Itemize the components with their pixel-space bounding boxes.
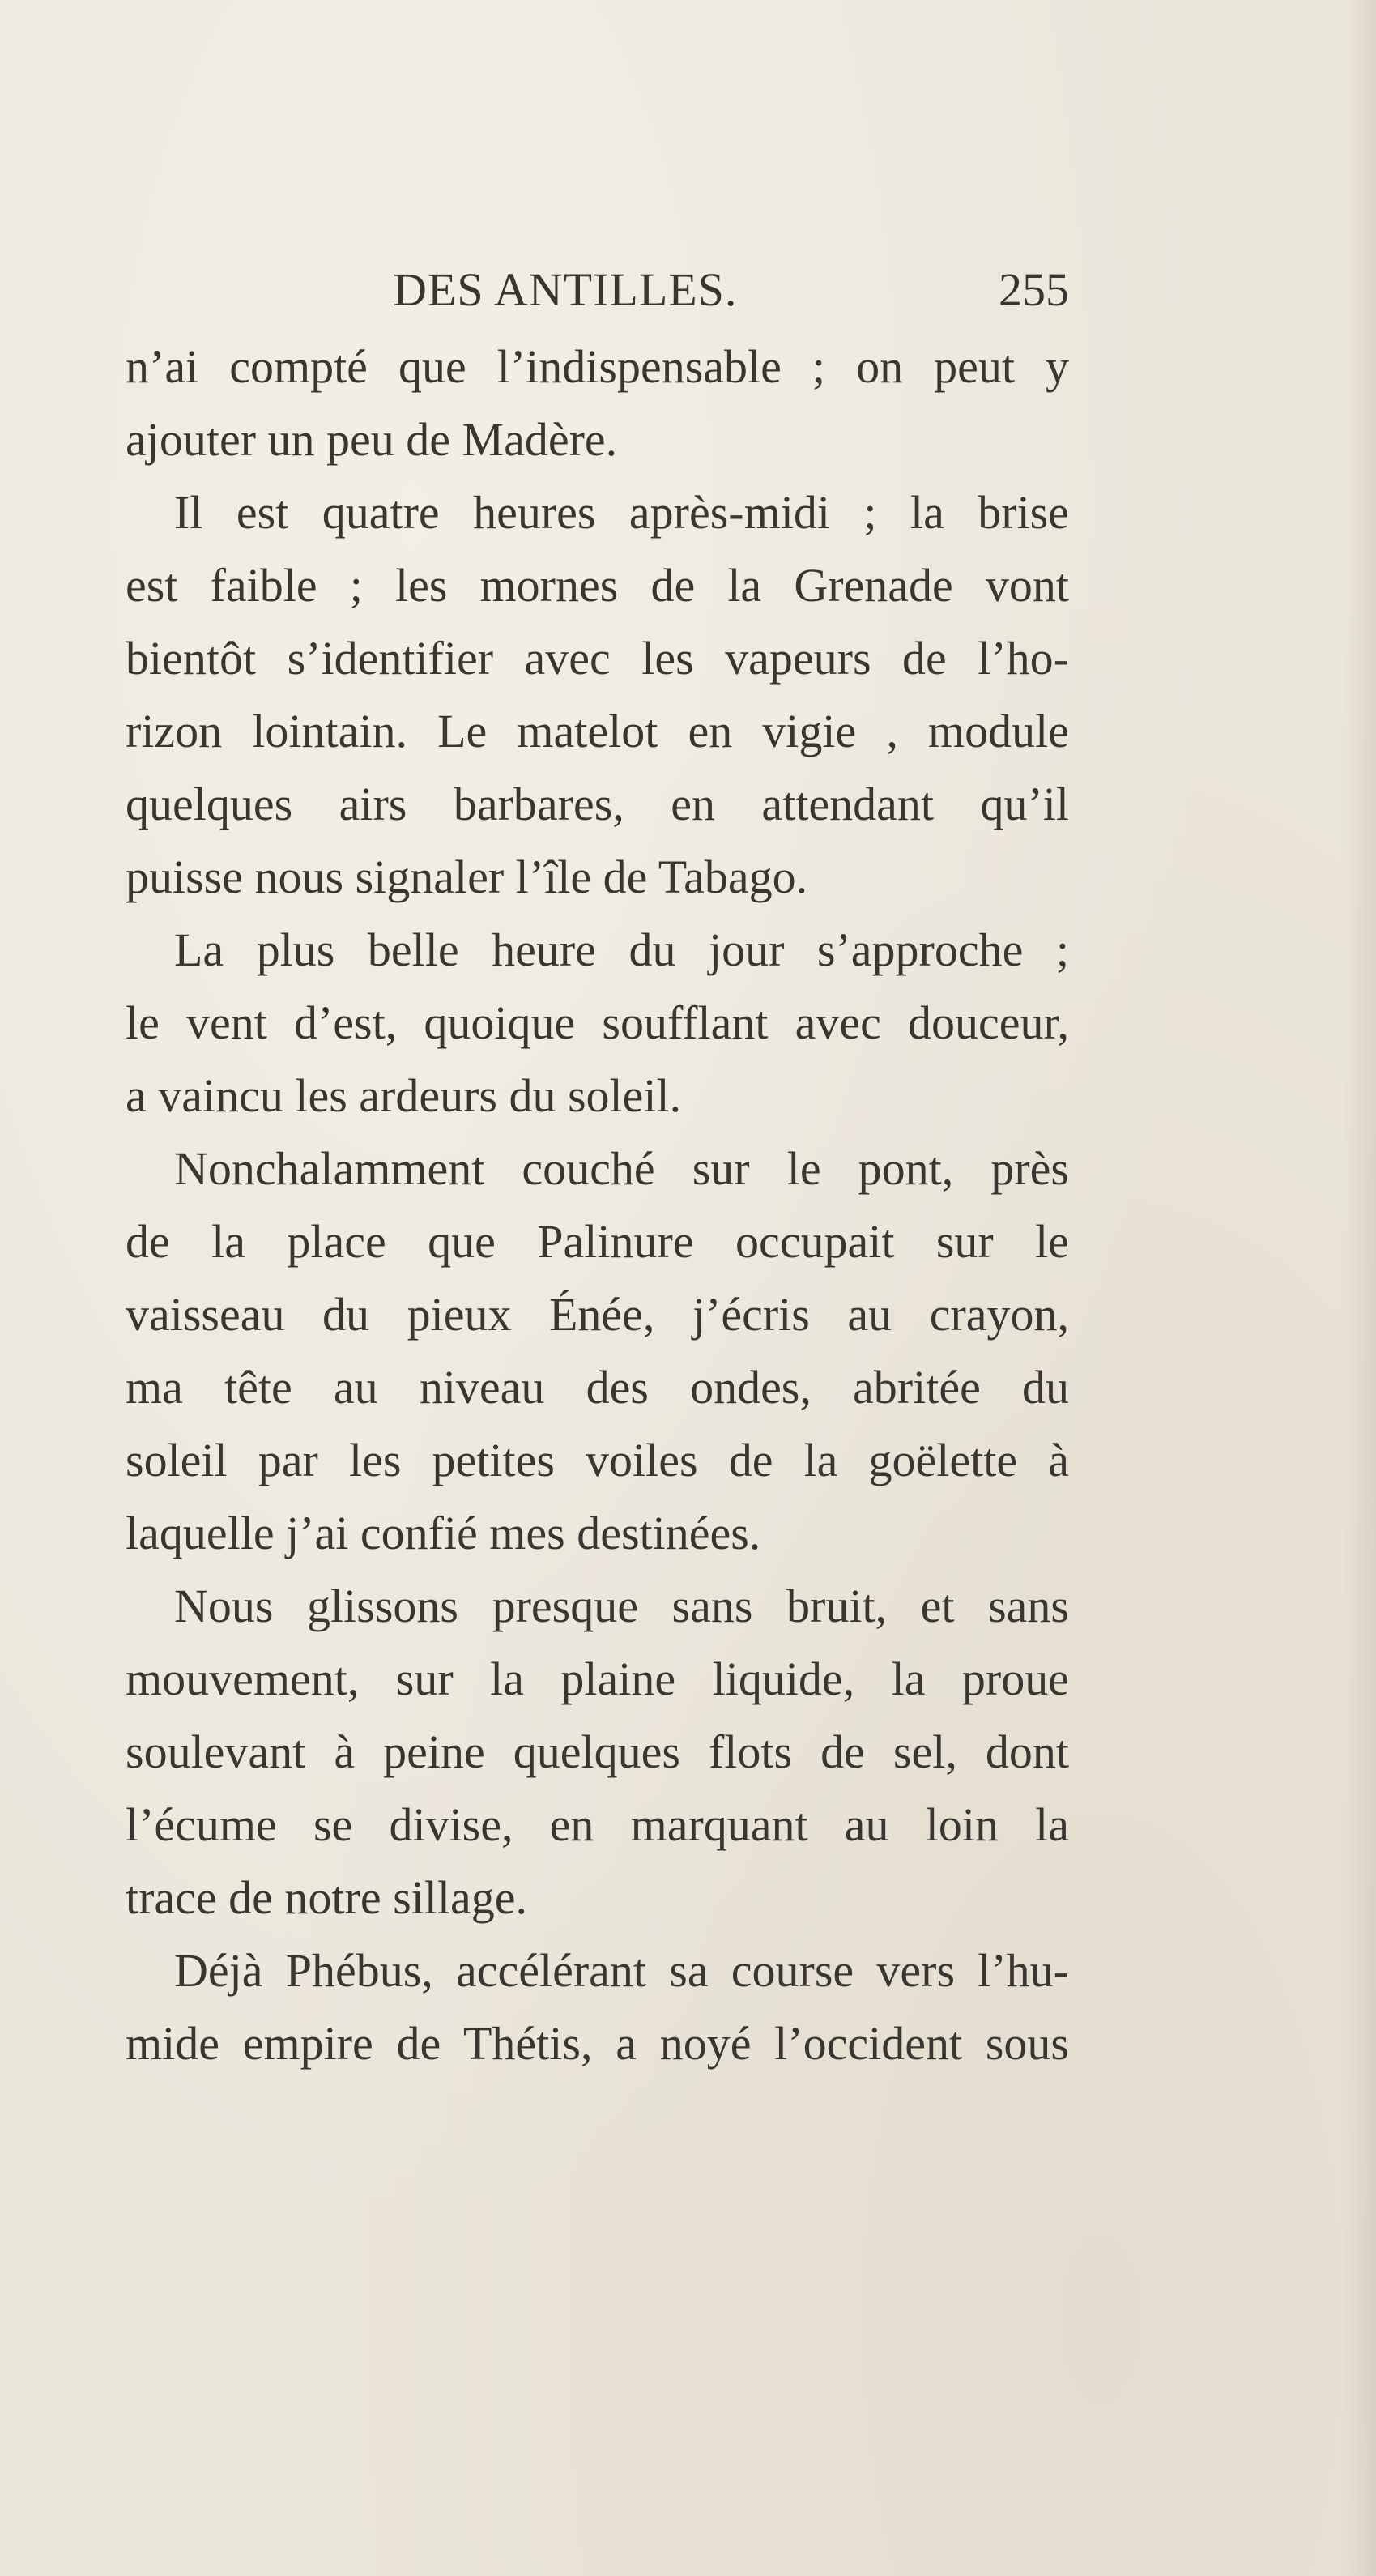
text-line: ajouter un peu de Madère.: [126, 413, 618, 466]
running-header: [126, 258, 1069, 322]
text-line: mouvement, sur la plaine liquide, la proue: [126, 1653, 1069, 1705]
text-line: Déjà Phébus, accélérant sa course vers l’hu-: [174, 1944, 1069, 1997]
text-line: bientôt s’identifier avec les vapeurs de l’ho-: [126, 632, 1069, 685]
text-line: de la place que Palinure occupait sur le: [126, 1215, 1069, 1268]
text-line: le vent d’est, quoique soufflant avec douceur,: [126, 996, 1069, 1049]
text-line: Il est quatre heures après-midi ; la brise: [174, 486, 1069, 539]
page-number: 255: [999, 263, 1069, 316]
text-line: soulevant à peine quelques flots de sel, dont: [126, 1725, 1069, 1778]
text-line: soleil par les petites voiles de la goëlette à: [126, 1434, 1069, 1486]
text-line: puisse nous signaler l’île de Tabago.: [126, 851, 808, 903]
text-line: laquelle j’ai confié mes destinées.: [126, 1507, 761, 1559]
running-title: DES ANTILLES.: [393, 263, 738, 316]
text-line: Nonchalamment couché sur le pont, près: [174, 1142, 1069, 1195]
text-line: a vaincu les ardeurs du soleil.: [126, 1069, 682, 1122]
text-line: vaisseau du pieux Énée, j’écris au crayon,: [126, 1288, 1069, 1341]
text-line: est faible ; les mornes de la Grenade vont: [126, 559, 1069, 612]
text-line: Nous glissons presque sans bruit, et sans: [174, 1580, 1069, 1632]
text-line: La plus belle heure du jour s’approche ;: [174, 923, 1069, 976]
text-line: rizon lointain. Le matelot en vigie , module: [126, 705, 1069, 757]
body-text: [126, 331, 1069, 2080]
text-line: l’écume se divise, en marquant au loin la: [126, 1798, 1069, 1851]
text-line: n’ai compté que l’indispensable ; on peut y: [126, 340, 1069, 393]
page-edge-shadow: [1344, 0, 1376, 2576]
text-line: ma tête au niveau des ondes, abritée du: [126, 1361, 1069, 1414]
text-line: mide empire de Thétis, a noyé l’occident sous: [126, 2017, 1069, 2070]
text-line: quelques airs barbares, en attendant qu’il: [126, 778, 1069, 830]
text-line: trace de notre sillage.: [126, 1871, 527, 1924]
